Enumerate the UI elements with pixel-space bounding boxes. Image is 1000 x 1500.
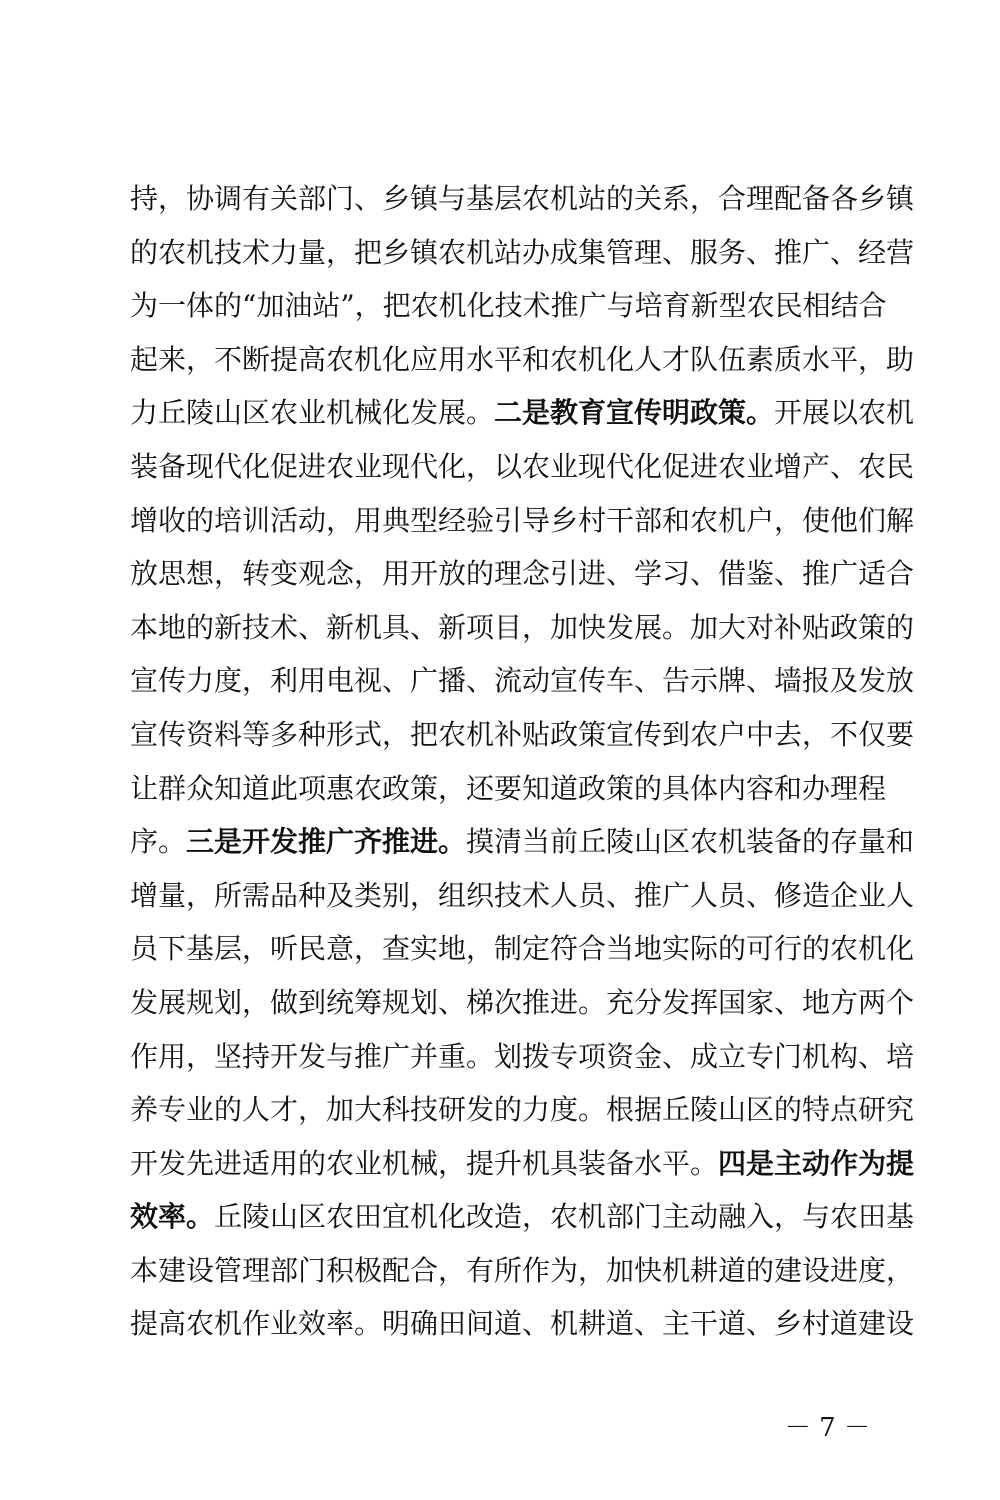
- body-text: [130, 172, 915, 1351]
- body-text-segment: 开发先进适用的农业机械，提升机具装备水平。: [130, 1146, 719, 1180]
- text-line: [130, 1030, 915, 1084]
- body-text-segment: 增量，所需品种及类别，组织技术人员、推广人员、修造企业人: [130, 878, 915, 912]
- bold-heading-text: 三是开发推广齐推进。: [186, 825, 467, 859]
- text-line: [130, 922, 915, 976]
- body-text-segment: 开展以农机: [774, 396, 915, 430]
- text-line: [130, 333, 915, 387]
- text-line: [130, 1244, 915, 1298]
- body-text-segment: 宣传资料等多种形式，把农机补贴政策宣传到农户中去，不仅要: [130, 717, 915, 751]
- page-number: － 7 －: [784, 1413, 870, 1443]
- text-line: [130, 494, 915, 548]
- text-line: [130, 386, 915, 440]
- text-line: [130, 869, 915, 923]
- body-text-segment: 装备现代化促进农业现代化，以农业现代化促进农业增产、农民: [130, 449, 915, 483]
- text-line: [130, 1190, 915, 1244]
- body-text-segment: 让群众知道此项惠农政策，还要知道政策的具体内容和办理程: [130, 771, 887, 805]
- body-text-segment: 丘陵山区农田宜机化改造，农机部门主动融入，与农田基: [214, 1200, 915, 1234]
- text-line: [130, 762, 887, 816]
- text-line: [130, 226, 915, 280]
- body-text-segment: 宣传力度，利用电视、广播、流动宣传车、告示牌、墙报及发放: [130, 664, 915, 698]
- text-line: [130, 172, 915, 226]
- bold-heading-text: 二是教育宣传明政策。: [494, 396, 775, 430]
- body-text-segment: 发展规划，做到统筹规划、梯次推进。充分发挥国家、地方两个: [130, 985, 915, 1019]
- body-text-segment: 提高农机作业效率。明确田间道、机耕道、主干道、乡村道建设: [130, 1307, 915, 1341]
- body-text-segment: 员下基层，听民意，查实地，制定符合当地实际的可行的农机化: [130, 932, 915, 966]
- bold-heading-text: 效率。: [130, 1200, 215, 1234]
- body-text-segment: 力丘陵山区农业机械化发展。: [130, 396, 495, 430]
- body-text-segment: 本建设管理部门积极配合，有所作为，加快机耕道的建设进度，: [130, 1253, 915, 1287]
- text-line: [130, 815, 915, 869]
- body-text-segment: 为一体的“加油站”，把农机化技术推广与培育新型农民相结合: [130, 289, 887, 323]
- text-line: [130, 547, 915, 601]
- text-line: [130, 440, 915, 494]
- body-text-segment: 养专业的人才，加大科技研发的力度。根据丘陵山区的特点研究: [130, 1093, 915, 1127]
- text-line: [130, 976, 915, 1030]
- body-text-segment: 增收的培训活动，用典型经验引导乡村干部和农机户，使他们解: [130, 503, 915, 537]
- text-line: [130, 1297, 915, 1351]
- body-text-segment: 的农机技术力量，把乡镇农机站办成集管理、服务、推广、经营: [130, 235, 915, 269]
- body-text-segment: 本地的新技术、新机具、新项目，加快发展。加大对补贴政策的: [130, 610, 915, 644]
- text-line: [130, 654, 915, 708]
- text-line: [130, 279, 887, 333]
- body-text-segment: 持，协调有关部门、乡镇与基层农机站的关系，合理配备各乡镇: [130, 182, 915, 215]
- bold-heading-text: 四是主动作为提: [718, 1146, 915, 1180]
- body-text-segment: 摸清当前丘陵山区农机装备的存量和: [466, 825, 915, 859]
- text-line: [130, 601, 915, 655]
- text-line: [130, 1137, 915, 1191]
- body-text-segment: 序。: [130, 825, 187, 859]
- body-text-segment: 作用，坚持开发与推广并重。划拨专项资金、成立专门机构、培: [130, 1039, 915, 1073]
- body-text-segment: 放思想，转变观念，用开放的理念引进、学习、借鉴、推广适合: [130, 557, 915, 591]
- body-text-segment: 起来，不断提高农机化应用水平和农机化人才队伍素质水平，助: [130, 342, 915, 376]
- text-line: [130, 708, 915, 762]
- text-line: [130, 1083, 915, 1137]
